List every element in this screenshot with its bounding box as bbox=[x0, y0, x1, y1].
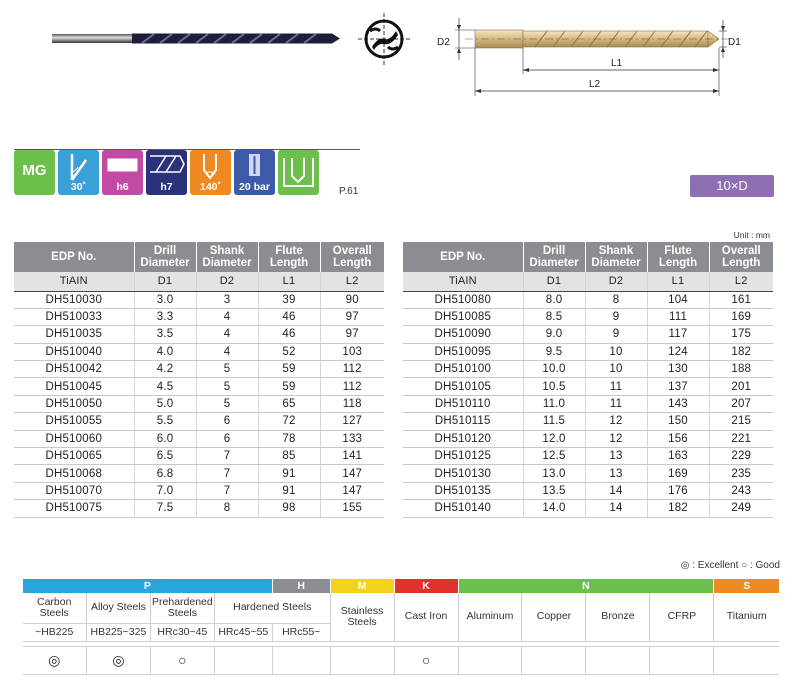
coolant-label: 20 bar bbox=[239, 181, 270, 193]
col-shank-diameter bbox=[196, 242, 258, 272]
shank-diameter: 13 bbox=[585, 465, 647, 482]
header-text: Flute bbox=[664, 245, 692, 257]
helix-angle-badge bbox=[58, 150, 99, 195]
flute-length: 98 bbox=[258, 500, 320, 517]
edp-no: DH510045 bbox=[14, 378, 134, 395]
material-titanium: Titanium bbox=[714, 593, 779, 641]
drill-diameter: 5.5 bbox=[134, 413, 196, 430]
overall-length: 97 bbox=[320, 308, 384, 325]
flute-length: 46 bbox=[258, 326, 320, 343]
flute-length: 104 bbox=[647, 291, 709, 308]
overall-length: 201 bbox=[709, 378, 773, 395]
material-hardened-steels: Hardened Steels bbox=[214, 593, 330, 623]
col-overall-length bbox=[320, 242, 384, 272]
length-class-chip: 10×D bbox=[690, 175, 774, 197]
unit-note: Unit : mm bbox=[733, 230, 770, 240]
hardness-hardened-low: HRc45~55 bbox=[214, 623, 272, 641]
page-reference: P.61 bbox=[339, 186, 359, 197]
d1-label: D1 bbox=[728, 37, 741, 48]
overall-length: 147 bbox=[320, 465, 384, 482]
mark-bronze bbox=[586, 646, 650, 674]
overall-length: 141 bbox=[320, 448, 384, 465]
mark-copper bbox=[522, 646, 586, 674]
shank-diameter: 10 bbox=[585, 343, 647, 360]
overall-length: 155 bbox=[320, 500, 384, 517]
flute-length: 124 bbox=[647, 343, 709, 360]
sub-l2: L2 bbox=[320, 272, 384, 291]
table-row bbox=[14, 343, 384, 360]
shank-diameter: 13 bbox=[585, 448, 647, 465]
mark-cfrp bbox=[650, 646, 714, 674]
drill-diameter: 3.5 bbox=[134, 326, 196, 343]
edp-no: DH510060 bbox=[14, 430, 134, 447]
drill-diameter: 6.5 bbox=[134, 448, 196, 465]
header-text: Diameter bbox=[591, 257, 641, 269]
header-text: Length bbox=[269, 257, 309, 269]
spec-table-left bbox=[14, 242, 384, 518]
coating-label: TiAIN bbox=[403, 272, 523, 291]
col-flute-length bbox=[258, 242, 320, 272]
edp-no: DH510095 bbox=[403, 343, 523, 360]
table-row bbox=[403, 308, 773, 325]
shank-diameter: 11 bbox=[585, 378, 647, 395]
overall-length: 221 bbox=[709, 430, 773, 447]
table-row bbox=[403, 378, 773, 395]
drill-diameter: 4.5 bbox=[134, 378, 196, 395]
l2-label: L2 bbox=[589, 79, 601, 90]
hardness-prehardened: HRc30~45 bbox=[150, 623, 214, 641]
edp-no: DH510030 bbox=[14, 291, 134, 308]
shank-diameter: 9 bbox=[585, 308, 647, 325]
header-text: Diameter bbox=[202, 257, 252, 269]
drill-diameter: 14.0 bbox=[523, 500, 585, 517]
shank-diameter: 12 bbox=[585, 413, 647, 430]
material-suitability-table bbox=[22, 579, 779, 675]
shank-diameter: 4 bbox=[196, 343, 258, 360]
shank-diameter: 6 bbox=[196, 430, 258, 447]
header-text: Overall bbox=[332, 245, 372, 257]
edp-no: DH510115 bbox=[403, 413, 523, 430]
edp-no: DH510065 bbox=[14, 448, 134, 465]
mark-carbon: ◎ bbox=[23, 646, 87, 674]
col-drill-diameter bbox=[523, 242, 585, 272]
header-text: Length bbox=[658, 257, 698, 269]
material-cast-iron: Cast Iron bbox=[394, 593, 458, 641]
shank-diameter: 4 bbox=[196, 326, 258, 343]
table-row bbox=[14, 500, 384, 517]
col-flute-length bbox=[647, 242, 709, 272]
drill-diameter: 11.5 bbox=[523, 413, 585, 430]
drill-diameter: 9.5 bbox=[523, 343, 585, 360]
shank-diameter: 10 bbox=[585, 361, 647, 378]
through-hole-icon bbox=[278, 150, 319, 195]
drill-diameter: 13.0 bbox=[523, 465, 585, 482]
overall-length: 249 bbox=[709, 500, 773, 517]
shank-diameter: 5 bbox=[196, 361, 258, 378]
table-row bbox=[14, 448, 384, 465]
material-grade-label: MG bbox=[22, 162, 47, 179]
drill-diameter: 6.0 bbox=[134, 430, 196, 447]
overall-length: 127 bbox=[320, 413, 384, 430]
edp-no: DH510105 bbox=[403, 378, 523, 395]
flute-length: 46 bbox=[258, 308, 320, 325]
mark-cast-iron: ○ bbox=[394, 646, 458, 674]
flute-length: 91 bbox=[258, 465, 320, 482]
shank-diameter: 5 bbox=[196, 395, 258, 412]
table-row bbox=[14, 361, 384, 378]
group-m: M bbox=[330, 579, 394, 593]
overall-length: 133 bbox=[320, 430, 384, 447]
material-stainless-steels: Stainless Steels bbox=[330, 593, 394, 641]
header-text: Drill bbox=[542, 245, 566, 257]
table-row bbox=[403, 291, 773, 308]
table-row bbox=[14, 413, 384, 430]
group-k: K bbox=[394, 579, 458, 593]
table-row bbox=[403, 430, 773, 447]
sub-l1: L1 bbox=[258, 272, 320, 291]
edp-no: DH510035 bbox=[14, 326, 134, 343]
point-angle-badge bbox=[190, 150, 231, 195]
table-row bbox=[403, 413, 773, 430]
overall-length: 182 bbox=[709, 343, 773, 360]
feature-badges bbox=[14, 150, 319, 200]
edp-no: DH510130 bbox=[403, 465, 523, 482]
shank-diameter: 11 bbox=[585, 395, 647, 412]
sub-l1: L1 bbox=[647, 272, 709, 291]
shank-diameter: 4 bbox=[196, 308, 258, 325]
edp-no: DH510135 bbox=[403, 482, 523, 499]
through-hole-badge bbox=[278, 150, 319, 195]
drill-cross-section bbox=[358, 13, 410, 65]
sub-d1: D1 bbox=[523, 272, 585, 291]
table-row bbox=[14, 465, 384, 482]
table-row bbox=[14, 395, 384, 412]
material-copper: Copper bbox=[522, 593, 586, 641]
material-grade-badge bbox=[14, 150, 55, 195]
overall-length: 118 bbox=[320, 395, 384, 412]
header-text: Diameter bbox=[529, 257, 579, 269]
material-cfrp: CFRP bbox=[650, 593, 714, 641]
drill-diameter: 12.5 bbox=[523, 448, 585, 465]
overall-length: 229 bbox=[709, 448, 773, 465]
hardness-carbon: ~HB225 bbox=[23, 623, 87, 641]
sub-l2: L2 bbox=[709, 272, 773, 291]
drill-diameter: 7.5 bbox=[134, 500, 196, 517]
drill-diameter: 3.3 bbox=[134, 308, 196, 325]
flute-length: 117 bbox=[647, 326, 709, 343]
l1-label: L1 bbox=[611, 58, 623, 69]
flute-length: 65 bbox=[258, 395, 320, 412]
edp-no: DH510070 bbox=[14, 482, 134, 499]
flute-length: 182 bbox=[647, 500, 709, 517]
overall-length: 175 bbox=[709, 326, 773, 343]
overall-length: 103 bbox=[320, 343, 384, 360]
overall-length: 97 bbox=[320, 326, 384, 343]
drill-diameter: 5.0 bbox=[134, 395, 196, 412]
edp-no: DH510085 bbox=[403, 308, 523, 325]
hardness-hardened-high: HRc55~ bbox=[272, 623, 330, 641]
flute-length: 39 bbox=[258, 291, 320, 308]
group-n: N bbox=[458, 579, 714, 593]
shank-diameter: 12 bbox=[585, 430, 647, 447]
coolant-badge bbox=[234, 150, 275, 195]
col-overall-length bbox=[709, 242, 773, 272]
flute-length: 91 bbox=[258, 482, 320, 499]
drill-diameter: 12.0 bbox=[523, 430, 585, 447]
edp-no: DH510100 bbox=[403, 361, 523, 378]
sub-d2: D2 bbox=[585, 272, 647, 291]
hole-tolerance-label: h7 bbox=[160, 181, 173, 193]
shank-diameter: 3 bbox=[196, 291, 258, 308]
edp-no: DH510125 bbox=[403, 448, 523, 465]
group-s: S bbox=[714, 579, 779, 593]
flute-length: 163 bbox=[647, 448, 709, 465]
edp-no: DH510050 bbox=[14, 395, 134, 412]
hole-tolerance-badge bbox=[146, 150, 187, 195]
point-angle-label: 140˚ bbox=[199, 181, 221, 193]
flute-length: 143 bbox=[647, 395, 709, 412]
hardness-alloy: HB225~325 bbox=[86, 623, 150, 641]
drill-diameter: 6.8 bbox=[134, 465, 196, 482]
flute-length: 59 bbox=[258, 378, 320, 395]
shank-diameter: 5 bbox=[196, 378, 258, 395]
flute-length: 176 bbox=[647, 482, 709, 499]
shank-diameter: 7 bbox=[196, 482, 258, 499]
flute-length: 78 bbox=[258, 430, 320, 447]
flute-length: 150 bbox=[647, 413, 709, 430]
table-row bbox=[403, 343, 773, 360]
edp-no: DH510040 bbox=[14, 343, 134, 360]
drill-diameter: 8.5 bbox=[523, 308, 585, 325]
overall-length: 215 bbox=[709, 413, 773, 430]
material-prehardened-steels: Prehardened Steels bbox=[150, 593, 214, 623]
table-row bbox=[14, 378, 384, 395]
header-text: Length bbox=[722, 257, 761, 269]
flute-length: 52 bbox=[258, 343, 320, 360]
edp-no: DH510090 bbox=[403, 326, 523, 343]
d2-label: D2 bbox=[437, 37, 450, 48]
header-text: Length bbox=[333, 257, 372, 269]
suitability-legend: ◎ : Excellent ○ : Good bbox=[680, 560, 780, 571]
flute-length: 130 bbox=[647, 361, 709, 378]
flute-length: 156 bbox=[647, 430, 709, 447]
table-row bbox=[403, 448, 773, 465]
table-row bbox=[403, 482, 773, 499]
edp-no: DH510110 bbox=[403, 395, 523, 412]
shank-diameter: 14 bbox=[585, 482, 647, 499]
table-row bbox=[403, 500, 773, 517]
edp-no: DH510075 bbox=[14, 500, 134, 517]
flute-length: 72 bbox=[258, 413, 320, 430]
shank-diameter: 7 bbox=[196, 465, 258, 482]
header-text: Shank bbox=[209, 245, 245, 257]
drill-diameter: 8.0 bbox=[523, 291, 585, 308]
col-edp: EDP No. bbox=[403, 242, 523, 272]
overall-length: 207 bbox=[709, 395, 773, 412]
overall-length: 161 bbox=[709, 291, 773, 308]
overall-length: 112 bbox=[320, 361, 384, 378]
header-text: Drill bbox=[153, 245, 177, 257]
header-text: Flute bbox=[275, 245, 303, 257]
mark-hardened-high bbox=[272, 646, 330, 674]
col-edp: EDP No. bbox=[14, 242, 134, 272]
overall-length: 169 bbox=[709, 308, 773, 325]
edp-no: DH510042 bbox=[14, 361, 134, 378]
shank-tolerance-badge bbox=[102, 150, 143, 195]
table-row bbox=[14, 430, 384, 447]
overall-length: 112 bbox=[320, 378, 384, 395]
mark-prehardened: ○ bbox=[150, 646, 214, 674]
overall-length: 147 bbox=[320, 482, 384, 499]
mark-hardened-low bbox=[214, 646, 272, 674]
flute-length: 111 bbox=[647, 308, 709, 325]
header-text: Overall bbox=[721, 245, 761, 257]
shank-diameter: 8 bbox=[585, 291, 647, 308]
drill-diameter: 13.5 bbox=[523, 482, 585, 499]
drill-diameter: 4.0 bbox=[134, 343, 196, 360]
table-row bbox=[14, 326, 384, 343]
col-shank-diameter bbox=[585, 242, 647, 272]
edp-no: DH510120 bbox=[403, 430, 523, 447]
edp-no: DH510140 bbox=[403, 500, 523, 517]
helix-angle-label: 30˚ bbox=[70, 181, 87, 193]
edp-no: DH510055 bbox=[14, 413, 134, 430]
flute-length: 137 bbox=[647, 378, 709, 395]
shank-diameter: 9 bbox=[585, 326, 647, 343]
sub-d1: D1 bbox=[134, 272, 196, 291]
table-row bbox=[14, 482, 384, 499]
overall-length: 243 bbox=[709, 482, 773, 499]
overall-length: 235 bbox=[709, 465, 773, 482]
header-text: Shank bbox=[598, 245, 634, 257]
shank-diameter: 8 bbox=[196, 500, 258, 517]
shank-tolerance-label: h6 bbox=[116, 181, 129, 193]
table-row bbox=[403, 465, 773, 482]
technical-drawing bbox=[425, 8, 765, 100]
material-bronze: Bronze bbox=[586, 593, 650, 641]
table-row bbox=[14, 308, 384, 325]
spec-table-right bbox=[403, 242, 773, 518]
material-aluminum: Aluminum bbox=[458, 593, 522, 641]
drill-photo bbox=[52, 24, 340, 52]
drill-diameter: 11.0 bbox=[523, 395, 585, 412]
header-text: Diameter bbox=[140, 257, 190, 269]
table-row bbox=[403, 361, 773, 378]
group-p: P bbox=[23, 579, 273, 593]
mark-titanium bbox=[714, 646, 779, 674]
overall-length: 188 bbox=[709, 361, 773, 378]
sub-d2: D2 bbox=[196, 272, 258, 291]
table-row bbox=[14, 291, 384, 308]
mark-stainless bbox=[330, 646, 394, 674]
flute-length: 59 bbox=[258, 361, 320, 378]
material-alloy-steels: Alloy Steels bbox=[86, 593, 150, 623]
shank-diameter: 6 bbox=[196, 413, 258, 430]
flute-length: 85 bbox=[258, 448, 320, 465]
mark-aluminum bbox=[458, 646, 522, 674]
shank-diameter: 14 bbox=[585, 500, 647, 517]
drill-diameter: 4.2 bbox=[134, 361, 196, 378]
shank-diameter: 7 bbox=[196, 448, 258, 465]
material-carbon-steels: Carbon Steels bbox=[23, 593, 87, 623]
edp-no: DH510033 bbox=[14, 308, 134, 325]
table-row bbox=[403, 395, 773, 412]
flute-length: 169 bbox=[647, 465, 709, 482]
coating-label: TiAIN bbox=[14, 272, 134, 291]
mark-alloy: ◎ bbox=[86, 646, 150, 674]
drill-diameter: 9.0 bbox=[523, 326, 585, 343]
overall-length: 90 bbox=[320, 291, 384, 308]
edp-no: DH510068 bbox=[14, 465, 134, 482]
col-drill-diameter bbox=[134, 242, 196, 272]
drill-diameter: 7.0 bbox=[134, 482, 196, 499]
group-h: H bbox=[272, 579, 330, 593]
edp-no: DH510080 bbox=[403, 291, 523, 308]
drill-diameter: 10.5 bbox=[523, 378, 585, 395]
table-row bbox=[403, 326, 773, 343]
drill-diameter: 10.0 bbox=[523, 361, 585, 378]
drill-diameter: 3.0 bbox=[134, 291, 196, 308]
